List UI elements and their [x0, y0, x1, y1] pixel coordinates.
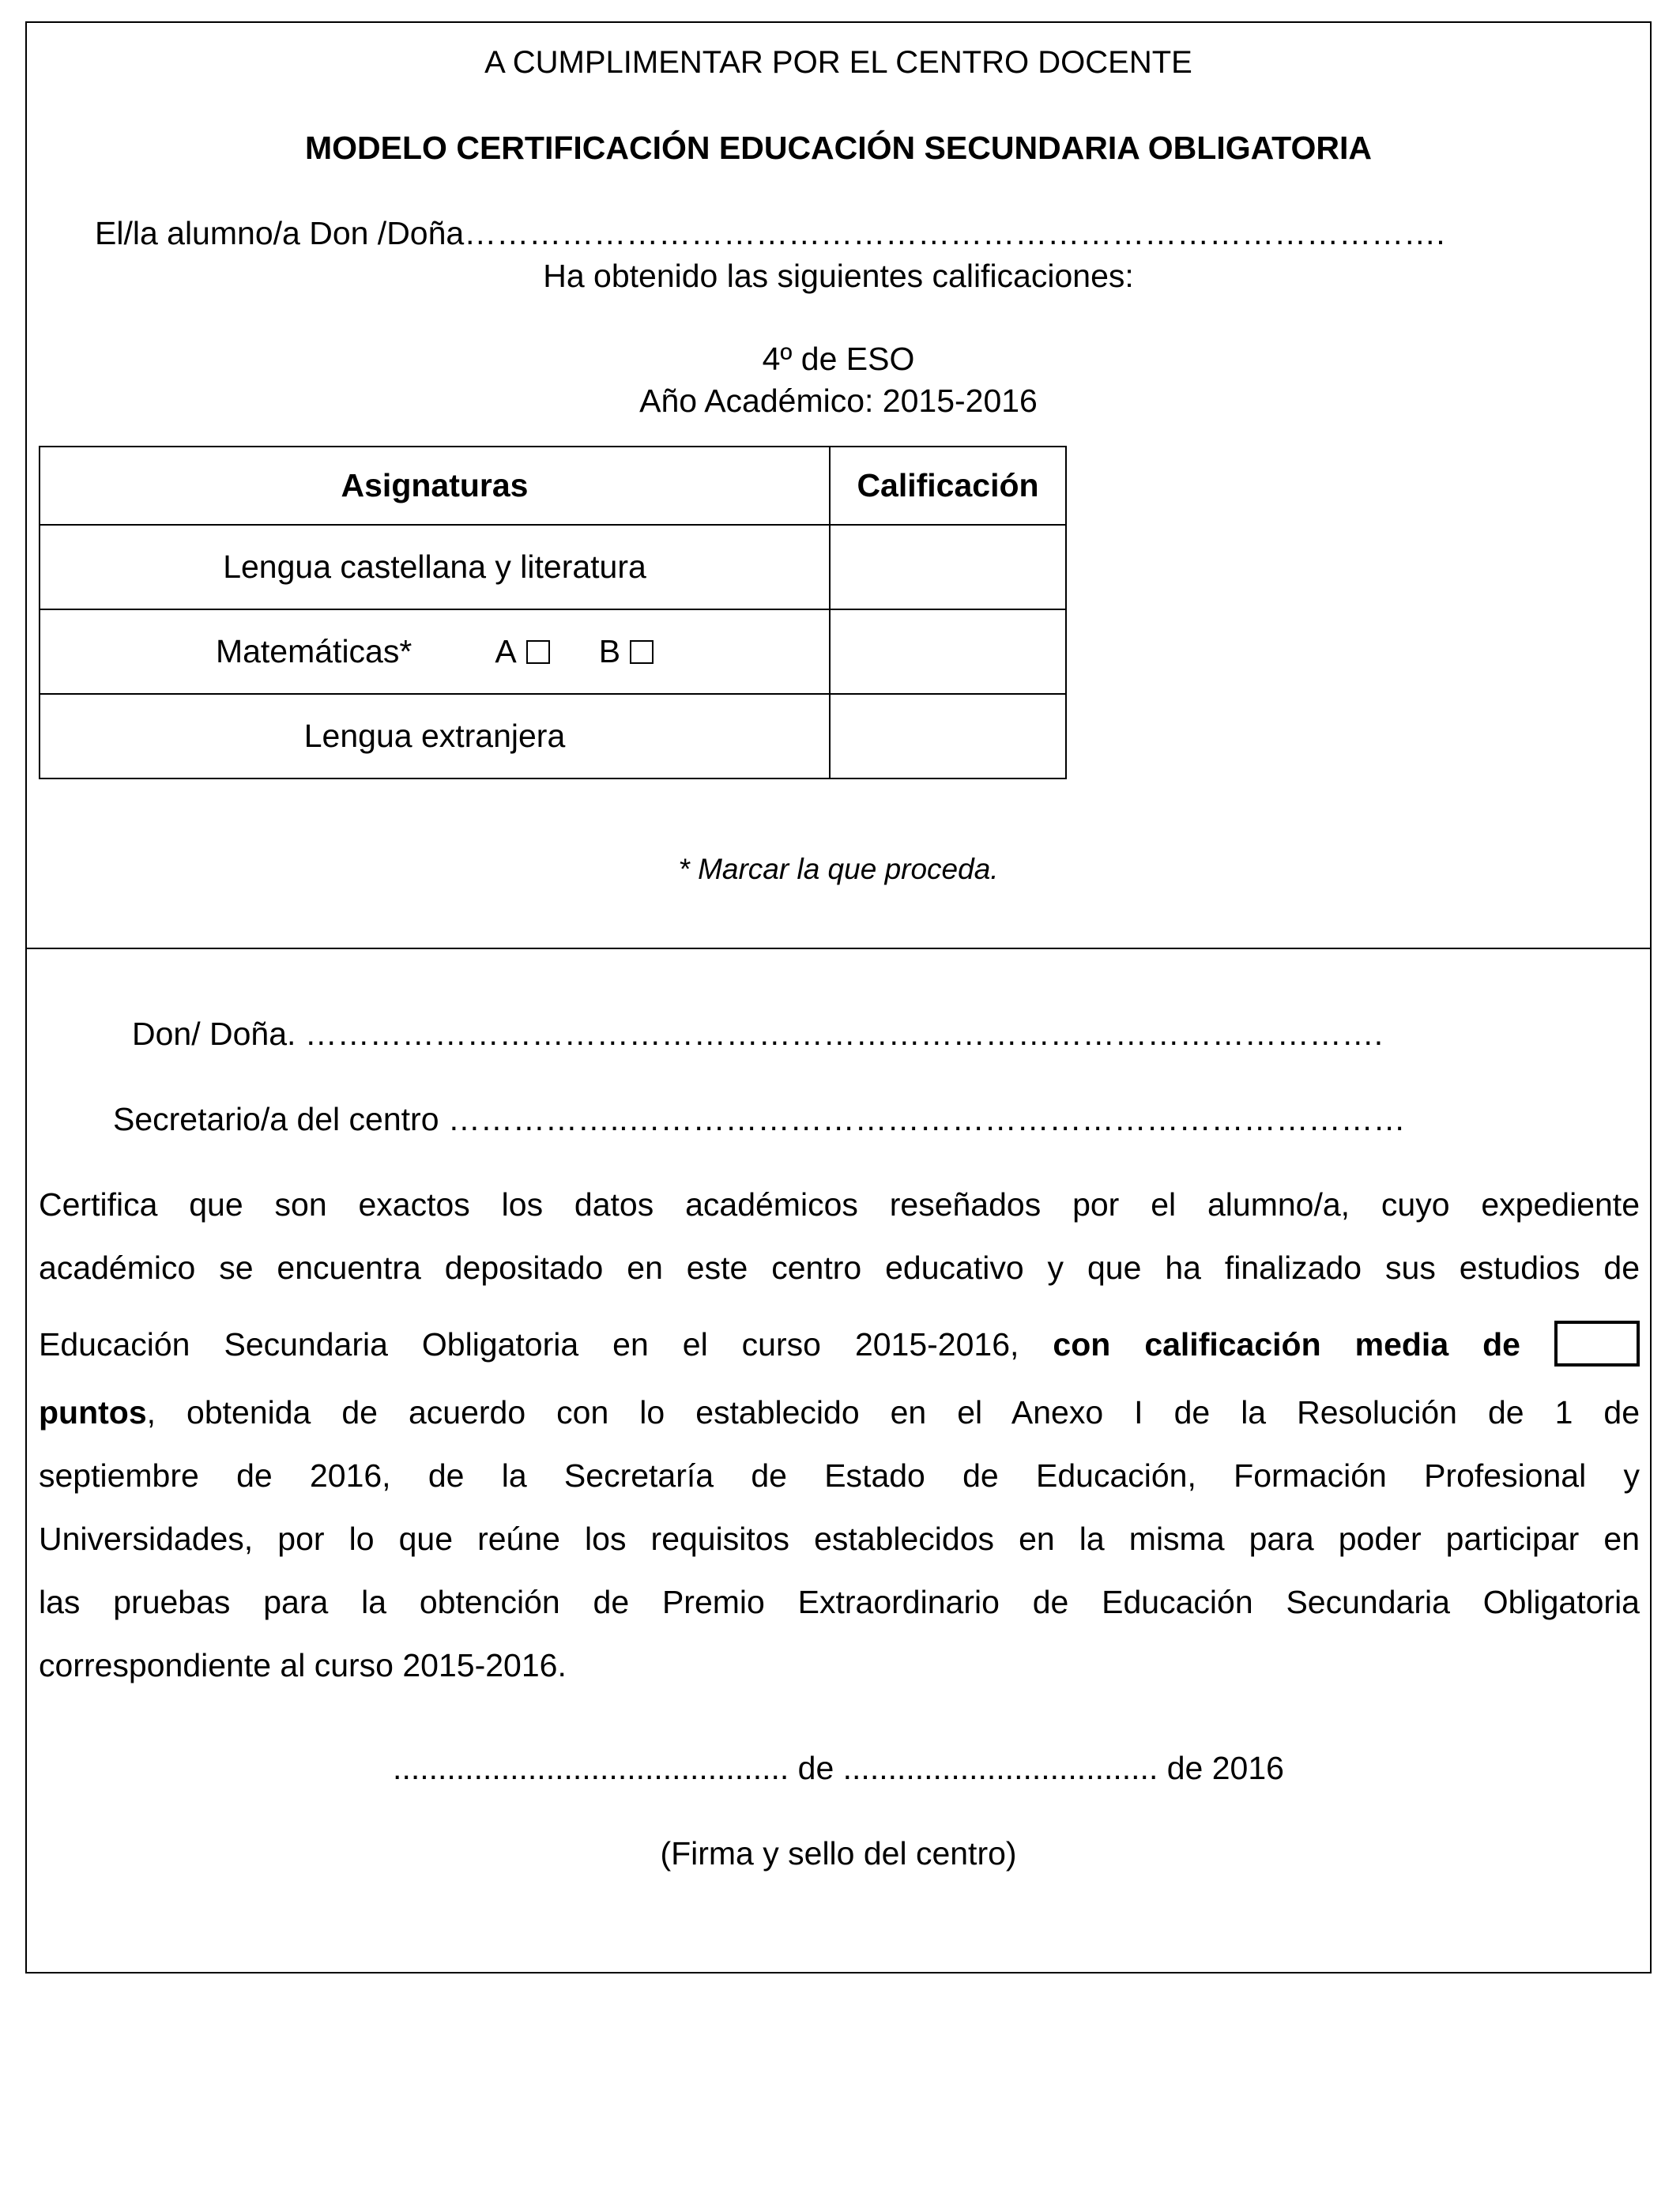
grade-cell-lengua[interactable] — [830, 525, 1066, 609]
table-header-row — [40, 447, 1066, 525]
grades-intro: Ha obtenido las siguientes calificaciones: — [543, 258, 1134, 294]
cert-paragraph-line-8: correspondiente al curso 2015-2016. — [39, 1647, 567, 1683]
document-title: MODELO CERTIFICACIÓN EDUCACIÓN SECUNDARIA OBLIGATORIA — [305, 130, 1372, 166]
option-a-checkbox[interactable] — [526, 640, 550, 664]
cert-paragraph-line-3 — [39, 1321, 1640, 1367]
grade-cell-extranjera[interactable] — [830, 694, 1066, 778]
academic-year: Año Académico: 2015-2016 — [639, 383, 1038, 419]
cert-paragraph-line-1: Certifica que son exactos los datos académicos reseñados por el alumno/a, cuyo expediente — [39, 1186, 1640, 1223]
signature-label: (Firma y sello del centro) — [660, 1835, 1017, 1872]
cert-paragraph-line-4 — [39, 1394, 1640, 1431]
fill-by-heading: A CUMPLIMENTAR POR EL CENTRO DOCENTE — [484, 45, 1192, 80]
grade-column-header: Calificación — [830, 447, 1066, 525]
average-grade-box[interactable] — [1554, 1321, 1640, 1367]
subject-lengua-castellana: Lengua castellana y literatura — [40, 525, 830, 609]
section-divider — [27, 948, 1650, 949]
line3-bold: con calificación media de — [1053, 1326, 1520, 1363]
line4-bold: puntos — [39, 1394, 147, 1431]
option-b-checkbox[interactable] — [630, 640, 654, 664]
cert-paragraph-line-5: septiembre de 2016, de la Secretaría de Estado de Educación, Formación Profesional y — [39, 1457, 1640, 1494]
option-a-label: A — [495, 633, 517, 669]
certificate-frame — [25, 21, 1652, 1973]
table-row — [40, 694, 1066, 778]
table-footnote: * Marcar la que proceda. — [678, 853, 999, 885]
cert-paragraph-line-2: académico se encuentra depositado en este centro educativo y que ha finalizado sus estudios de — [39, 1250, 1640, 1286]
table-row — [40, 609, 1066, 694]
subject-column-header: Asignaturas — [40, 447, 830, 525]
table-row — [40, 525, 1066, 609]
course-label: 4º de ESO — [762, 341, 915, 377]
line4-text: , obtenida de acuerdo con lo establecido en el Anexo I de la Resolución de 1 de — [146, 1394, 1640, 1431]
option-b-label: B — [598, 633, 621, 669]
grade-cell-matematicas[interactable] — [830, 609, 1066, 694]
subject-lengua-extranjera: Lengua extranjera — [40, 694, 830, 778]
grades-table — [39, 446, 1067, 779]
cert-paragraph-line-7: las pruebas para la obtención de Premio Extraordinario de Educación Secundaria Obligatoria — [39, 1584, 1640, 1620]
date-line: ............................................ de ................................... de 2016 — [393, 1750, 1284, 1786]
secretario-line: Secretario/a del centro ……………..……………………………………………………………… — [113, 1101, 1406, 1137]
don-dona-line: Don/ Doña. ………………………………………………………………………………………. — [132, 1016, 1384, 1052]
subject-matematicas: Matemáticas* — [215, 633, 412, 669]
cert-paragraph-line-6: Universidades, por lo que reúne los requisitos establecidos en la misma para poder participar en — [39, 1521, 1640, 1557]
student-name-line: El/la alumno/a Don /Doña………………………………………………………………………………. — [95, 215, 1445, 251]
subject-matematicas-cell — [40, 609, 830, 694]
line3-text: Educación Secundaria Obligatoria en el curso 2015-2016, — [39, 1326, 1019, 1363]
